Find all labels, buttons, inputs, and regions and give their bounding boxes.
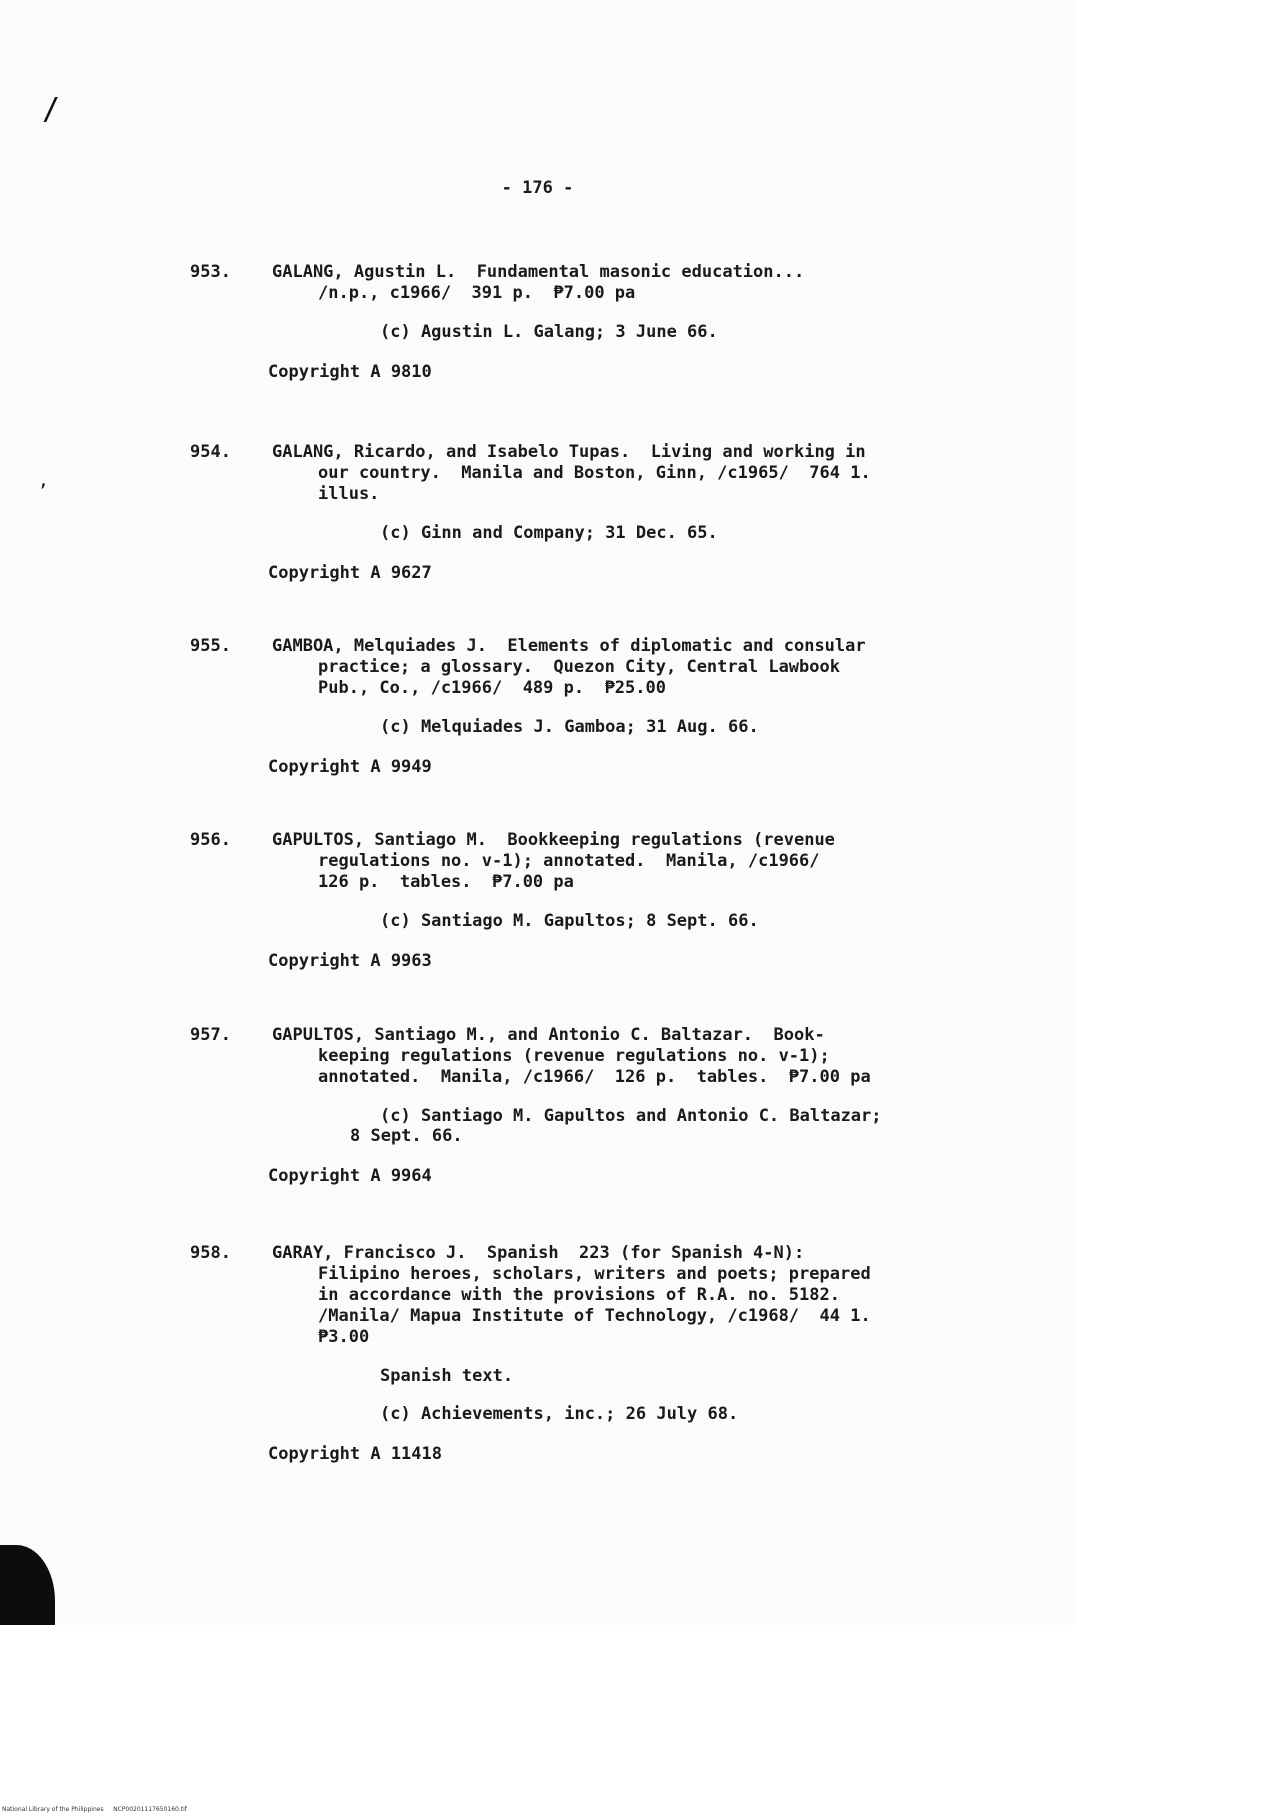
catalog-entry xyxy=(190,1025,940,1186)
catalog-entry xyxy=(190,1243,940,1464)
entry-number: 956. xyxy=(190,830,231,850)
entry-line: Filipino heroes, scholars, writers and poets; prepared xyxy=(318,1264,871,1284)
scan-footer: National Library of the Philippines NCP00201117650160.tif xyxy=(2,1806,187,1813)
entry-line: illus. xyxy=(318,484,380,504)
entry-line: GALANG, Agustin L. Fundamental masonic education... xyxy=(272,262,805,282)
entry-line: GAMBOA, Melquiades J. Elements of diplomatic and consular xyxy=(272,636,866,656)
catalog-entry xyxy=(190,830,940,971)
entry-line: keeping regulations (revenue regulations no. v-1); xyxy=(318,1046,830,1066)
entry-line: in accordance with the provisions of R.A. no. 5182. xyxy=(318,1285,840,1305)
entry-line: annotated. Manila, /c1966/ 126 p. tables. ₱7.00 pa xyxy=(318,1067,871,1087)
entry-line: our country. Manila and Boston, Ginn, /c1965/ 764 1. xyxy=(318,463,871,483)
page-margin xyxy=(1075,0,1275,1625)
ink-mark: / xyxy=(42,92,61,127)
ink-mark: , xyxy=(38,470,49,491)
entry-number: 957. xyxy=(190,1025,231,1045)
entry-line: GAPULTOS, Santiago M. Bookkeeping regulations (revenue xyxy=(272,830,835,850)
copyright-line: Copyright A 9963 xyxy=(268,951,432,971)
entry-number: 955. xyxy=(190,636,231,656)
entry-note: Spanish text. xyxy=(380,1366,514,1386)
entry-number: 958. xyxy=(190,1243,231,1263)
catalog-entry xyxy=(190,442,940,583)
entry-note-continued: 8 Sept. 66. xyxy=(350,1126,463,1146)
entry-line: regulations no. v-1); annotated. Manila, /c1966/ xyxy=(318,851,820,871)
entry-line: /Manila/ Mapua Institute of Technology, /c1968/ 44 1. xyxy=(318,1306,871,1326)
copyright-line: Copyright A 9627 xyxy=(268,563,432,583)
entry-line: GARAY, Francisco J. Spanish 223 (for Spanish 4-N): xyxy=(272,1243,805,1263)
entry-note: (c) Santiago M. Gapultos; 8 Sept. 66. xyxy=(380,911,759,931)
entry-line: practice; a glossary. Quezon City, Central Lawbook xyxy=(318,657,840,677)
copyright-line: Copyright A 11418 xyxy=(268,1444,442,1464)
copyright-line: Copyright A 9949 xyxy=(268,757,432,777)
entry-line: /n.p., c1966/ 391 p. ₱7.00 pa xyxy=(318,283,636,303)
entry-line: ₱3.00 xyxy=(318,1327,370,1347)
entry-line: GAPULTOS, Santiago M., and Antonio C. Baltazar. Book- xyxy=(272,1025,825,1045)
entry-note: (c) Ginn and Company; 31 Dec. 65. xyxy=(380,523,718,543)
entry-line: 126 p. tables. ₱7.00 pa xyxy=(318,872,574,892)
copyright-line: Copyright A 9810 xyxy=(268,362,432,382)
entry-note: (c) Agustin L. Galang; 3 June 66. xyxy=(380,322,718,342)
page-number: - 176 - xyxy=(501,178,574,198)
entry-note: (c) Achievements, inc.; 26 July 68. xyxy=(380,1404,739,1424)
entry-number: 953. xyxy=(190,262,231,282)
catalog-entry xyxy=(190,262,940,382)
entry-number: 954. xyxy=(190,442,231,462)
entry-note: (c) Santiago M. Gapultos and Antonio C. Baltazar; xyxy=(380,1106,882,1126)
entry-line: GALANG, Ricardo, and Isabelo Tupas. Living and working in xyxy=(272,442,866,462)
entry-note: (c) Melquiades J. Gamboa; 31 Aug. 66. xyxy=(380,717,759,737)
copyright-line: Copyright A 9964 xyxy=(268,1166,432,1186)
entry-line: Pub., Co., /c1966/ 489 p. ₱25.00 xyxy=(318,678,666,698)
catalog-entry xyxy=(190,636,940,777)
